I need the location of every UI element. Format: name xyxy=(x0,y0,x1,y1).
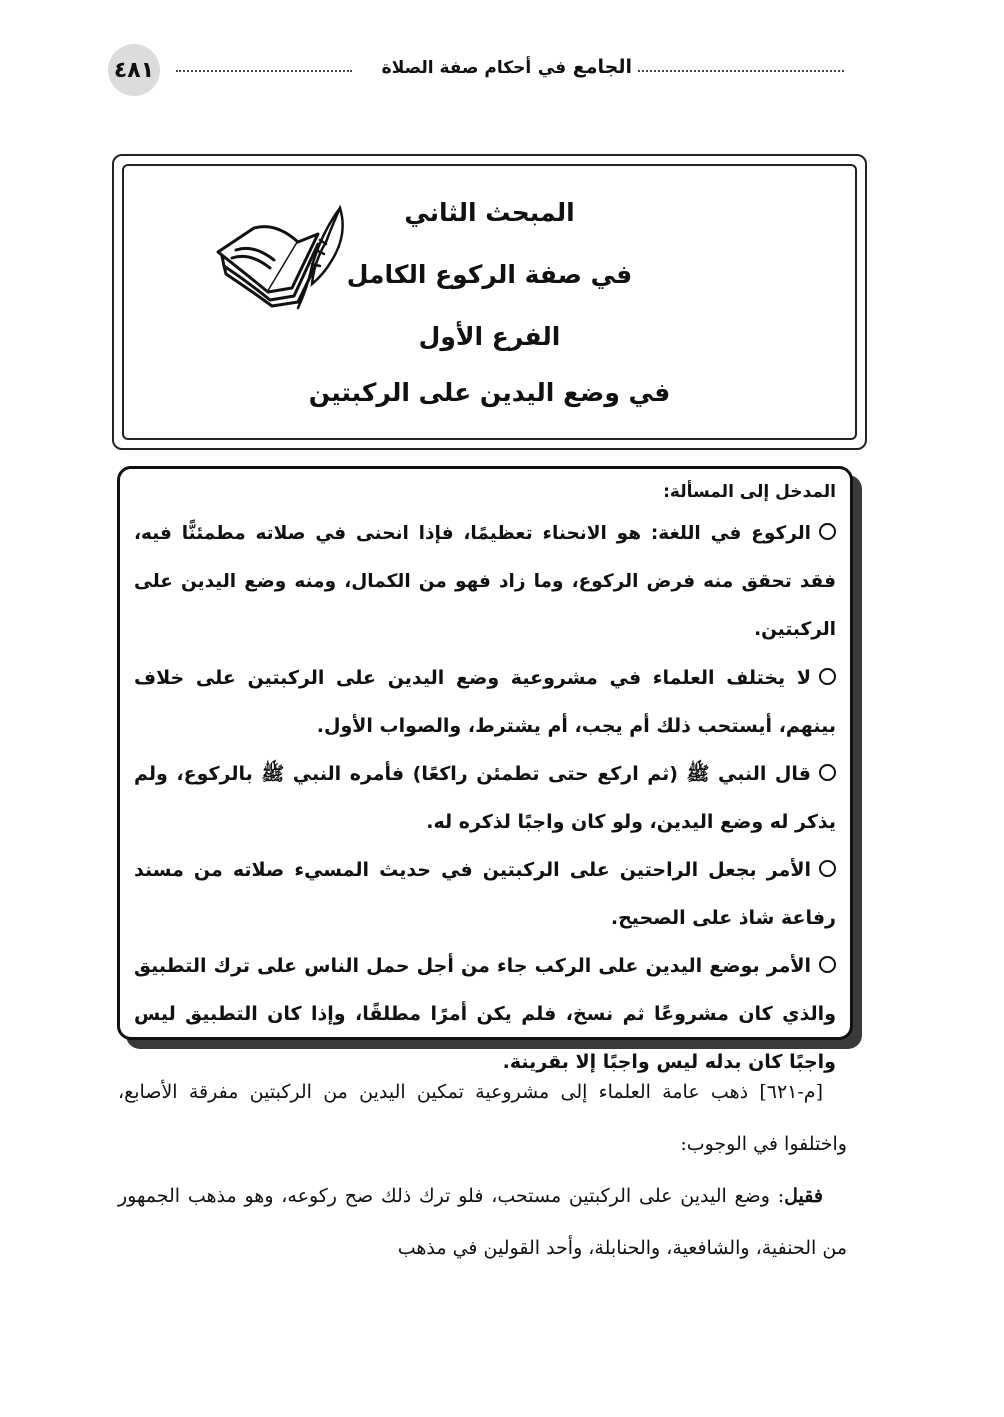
running-title-part1: الجامع xyxy=(572,56,632,78)
page-header xyxy=(108,44,844,96)
circle-bullet-icon xyxy=(819,668,836,685)
intro-box xyxy=(117,466,853,1073)
opinion-text: : وضع اليدين على الركبتين مستحب، فلو ترك ذلك صح ركوعه، وهو مذهب الجمهور من الحنفية، والشافعية، والحنابلة، وأحد القولين في مذهب xyxy=(118,1185,847,1259)
intro-point: الأمر بجعل الراحتين على الركبتين في حديث المسيء صلاته من مسند رفاعة شاذ على الصحيح. xyxy=(134,859,836,929)
running-title xyxy=(382,56,632,78)
branch-subject: في وضع اليدين على الركبتين xyxy=(308,378,671,407)
body-paragraph: [م-٦٢١] ذهب عامة العلماء إلى مشروعية تمكين اليدين من الركبتين مفرقة الأصابع، واختلفوا في الوجوب: xyxy=(118,1081,847,1155)
opinion-lead: فقيل xyxy=(784,1185,823,1207)
running-title-part2: أحكام صفة الصلاة xyxy=(381,58,532,78)
running-title-preposition: في xyxy=(537,58,567,78)
body-text xyxy=(118,1066,847,1274)
header-dotted-rule xyxy=(638,70,844,72)
header-dotted-rule xyxy=(176,70,352,72)
book-and-quill-icon xyxy=(214,204,356,316)
body-paragraph xyxy=(118,1170,847,1274)
intro-point: الأمر بوضع اليدين على الركب جاء من أجل حمل الناس على ترك التطبيق والذي كان مشروعًا ثم نسخ، فلم يكن أمرًا مطلقًا، وإذا كان التطبيق ليس واجبًا كان بدله ليس واجبًا إلا بقرينة. xyxy=(134,955,836,1073)
section-title: المبحث الثاني xyxy=(404,198,575,227)
circle-bullet-icon xyxy=(819,860,836,877)
circle-bullet-icon xyxy=(819,523,836,540)
circle-bullet-icon xyxy=(819,764,836,781)
section-subject: في صفة الركوع الكامل xyxy=(346,260,633,289)
page-number: ٤٨١ xyxy=(108,44,160,96)
branch-title: الفرع الأول xyxy=(418,322,561,351)
intro-heading: المدخل إلى المسألة: xyxy=(663,482,836,502)
intro-point: الركوع في اللغة: هو الانحناء تعظيمًا، فإذا انحنى في صلاته مطمئنًّا فيه، فقد تحقق منه فرض الركوع، وما زاد فهو من الكمال، ومنه وضع اليدين على الركبتين. xyxy=(134,523,836,640)
intro-point: لا يختلف العلماء في مشروعية وضع اليدين على الركبتين على خلاف بينهم، أيستحب ذلك أم يجب، أم يشترط، والصواب الأول. xyxy=(134,667,836,737)
circle-bullet-icon xyxy=(819,956,836,973)
intro-point: قال النبي ﷺ (ثم اركع حتى تطمئن راكعًا) فأمره النبي ﷺ بالركوع، ولم يذكر له وضع اليدين، ولو كان واجبًا لذكره له. xyxy=(134,763,836,833)
